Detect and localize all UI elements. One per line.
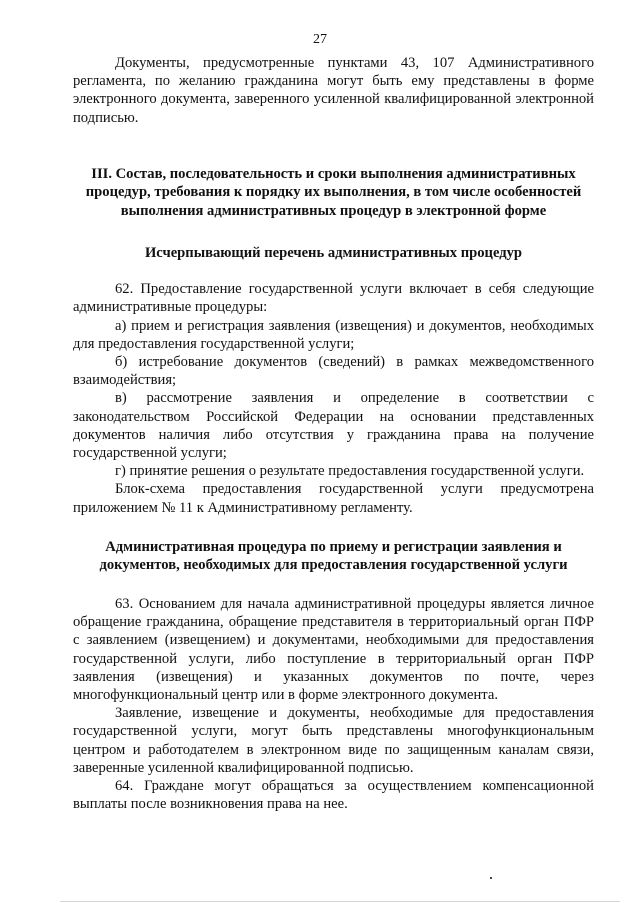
- list-item-v: в) рассмотрение заявления и определение в соответствии с законодательством Российской Федерации на основании представленных документов наличия либо отсутствия у гражданина права на получение государственной услуги;: [73, 390, 594, 462]
- electronic-submission-paragraph: Заявление, извещение и документы, необходимые для предоставления государственной услуги, могут быть представлены многофункциональным центром и работодателем в электронном виде по защищенным каналам связи, заверенные усиленной квалифицированной подписью.: [73, 705, 594, 776]
- page-content: [73, 54, 594, 813]
- spacer: [73, 221, 594, 244]
- intro-paragraph: Документы, предусмотренные пунктами 43, 107 Административного регламента, по желанию гражданина могут быть ему представлены в форме электронного документа, заверенного усиленной квалифицированной электронной подписью.: [73, 55, 594, 126]
- list-item-g: г) принятие решения о результате предоставления государственной услуги.: [115, 463, 585, 480]
- spacer: [73, 262, 594, 280]
- paragraph-62: 62. Предоставление государственной услуги включает в себя следующие административные процедуры:: [73, 281, 594, 316]
- spacer: [73, 517, 594, 538]
- spacer: [73, 575, 594, 595]
- scan-speck: [490, 877, 492, 879]
- paragraph-64: 64. Граждане могут обращаться за осуществлением компенсационной выплаты после возникновения права на нее.: [73, 778, 594, 813]
- list-item-b: б) истребование документов (сведений) в рамках межведомственного взаимодействия;: [73, 354, 594, 389]
- section-title: III. Состав, последовательность и сроки выполнения административных процедур, требования к порядку их выполнения, в том числе особенностей выполнения административных процедур в электронной форме: [85, 165, 582, 219]
- block-scheme-paragraph: Блок-схема предоставления государственной услуги предусмотрена приложением № 11 к Административному регламенту.: [73, 481, 594, 516]
- subsection-title-procedures-list: Исчерпывающий перечень административных процедур: [144, 244, 523, 261]
- subsection-title-reception: Административная процедура по приему и регистрации заявления и документов, необходимых для предоставления государственной услуги: [99, 538, 568, 574]
- page-number: 27: [313, 32, 327, 47]
- spacer: [73, 127, 594, 165]
- paragraph-63: 63. Основанием для начала административной процедуры является личное обращение гражданина, обращение представителя в территориальный орган ПФР с заявлением (извещением) и документами, необходимыми для предоставления государственной услуги, либо поступление в территориальный орган ПФР заявления (извещения) и указанных документов по почте, через многофункциональный центр или в форме электронного документа.: [73, 596, 594, 704]
- list-item-a: а) прием и регистрация заявления (извещения) и документов, необходимых для предоставления государственной услуги;: [73, 317, 594, 352]
- scan-bottom-edge: [60, 901, 620, 902]
